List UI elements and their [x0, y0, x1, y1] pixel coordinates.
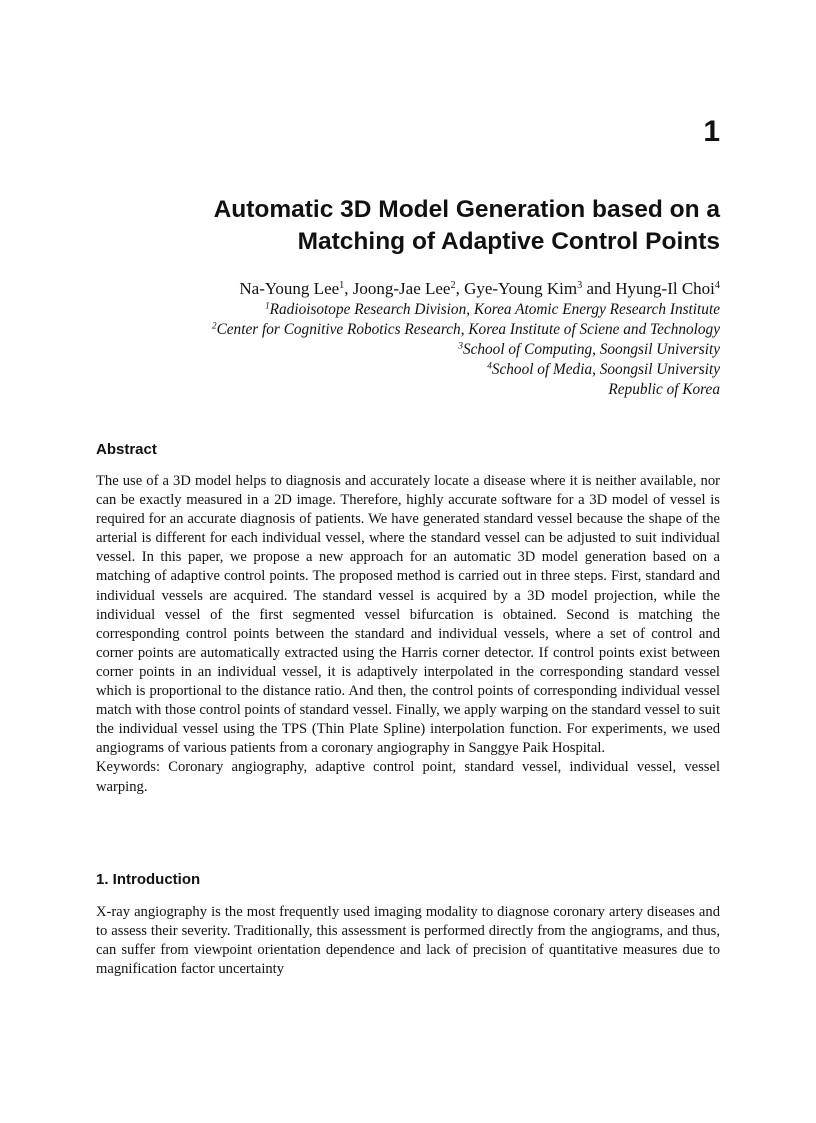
introduction-body: [96, 903, 720, 979]
author-affiliation-mark: 1: [339, 279, 345, 291]
paper-title-line-2: Matching of Adaptive Control Points: [297, 228, 720, 255]
author-separator: ,: [455, 279, 465, 298]
affiliation-text: Radioisotope Research Division, Korea Atomic Energy Research Institute: [269, 301, 720, 318]
abstract-heading: Abstract: [96, 441, 157, 458]
author-name: Gye-Young Kim: [464, 279, 578, 298]
author-name: Na-Young Lee: [239, 279, 340, 298]
author-affiliation-mark: 4: [714, 279, 720, 291]
affiliation-mark: 1: [265, 300, 270, 311]
chapter-number: 1: [703, 115, 720, 148]
author-affiliation-mark: 3: [577, 279, 583, 291]
paper-title-line-1: Automatic 3D Model Generation based on a: [213, 196, 720, 223]
affiliation-3: [96, 340, 720, 360]
paper-title: [120, 194, 720, 258]
affiliation-1: [96, 300, 720, 320]
affiliation-text: Center for Cognitive Robotics Research, Korea Institute of Sciene and Technology: [216, 321, 720, 338]
abstract-text: The use of a 3D model helps to diagnosis and accurately locate a disease where it is neither available, nor can be exactly measured in a 2D image. Therefore, highly accurate software for a 3D model of vessel is required for an accurate diagnosis of patients. We have generated standard vessel because the shape of the arterial is different for each individual vessel, where the standard vessel can be adjusted to suit individual vessel. In this paper, we propose a new approach for an automatic 3D model generation based on a matching of adaptive control points. The proposed method is carried out in three steps. First, standard and individual vessels are acquired. The standard vessel is acquired by a 3D model projection, while the individual vessel of the first segmented vessel bifurcation is obtained. Second is matching the corresponding control points between the standard and individual vessels, where a set of control and corner points are automatically extracted using the Harris corner detector. If control points exist between corner points in an individual vessel, it is adaptively interpolated in the corresponding standard vessel which is proportional to the distance ratio. And then, the control points of corresponding individual vessel match with those control points of standard vessel. Finally, we apply warping on the standard vessel to suit the individual vessel using the TPS (Thin Plate Spline) interpolation function. For experiments, we used angiograms of various patients from a coronary angiography in Sanggye Paik Hospital.: [96, 473, 720, 757]
affiliation-mark: 4: [487, 360, 492, 371]
affiliation-text: School of Media, Soongsil University: [491, 361, 720, 378]
affiliation-mark: 2: [211, 320, 217, 331]
introduction-text: X-ray angiography is the most frequently used imaging modality to diagnose coronary artery diseases and to assess their severity. Traditionally, this assessment is performed directly from the angiograms, and thus, can suffer from viewpoint orientation dependence and lack of precision of quantitative measures due to magnification factor uncertainty: [96, 904, 720, 978]
introduction-heading: 1. Introduction: [96, 871, 201, 888]
author-separator: ,: [344, 279, 353, 298]
author-separator: and: [582, 279, 616, 298]
affiliation-2: [96, 320, 720, 340]
author-name: Hyung-Il Choi: [615, 279, 715, 298]
author-name: Joong-Jae Lee: [352, 279, 451, 298]
abstract-body: [96, 472, 720, 797]
author-list: [239, 279, 720, 299]
author-affiliation-mark: 2: [450, 279, 456, 291]
keywords: Keywords: Coronary angiography, adaptive control point, standard vessel, individual vessel, vessel warping.: [96, 759, 720, 795]
affiliation-mark: 3: [458, 340, 463, 351]
affiliation-text: School of Computing, Soongsil University: [462, 341, 720, 358]
affiliation-country: Republic of Korea: [608, 381, 720, 398]
affiliation-4: [96, 360, 720, 380]
document-page: [96, 0, 720, 1123]
